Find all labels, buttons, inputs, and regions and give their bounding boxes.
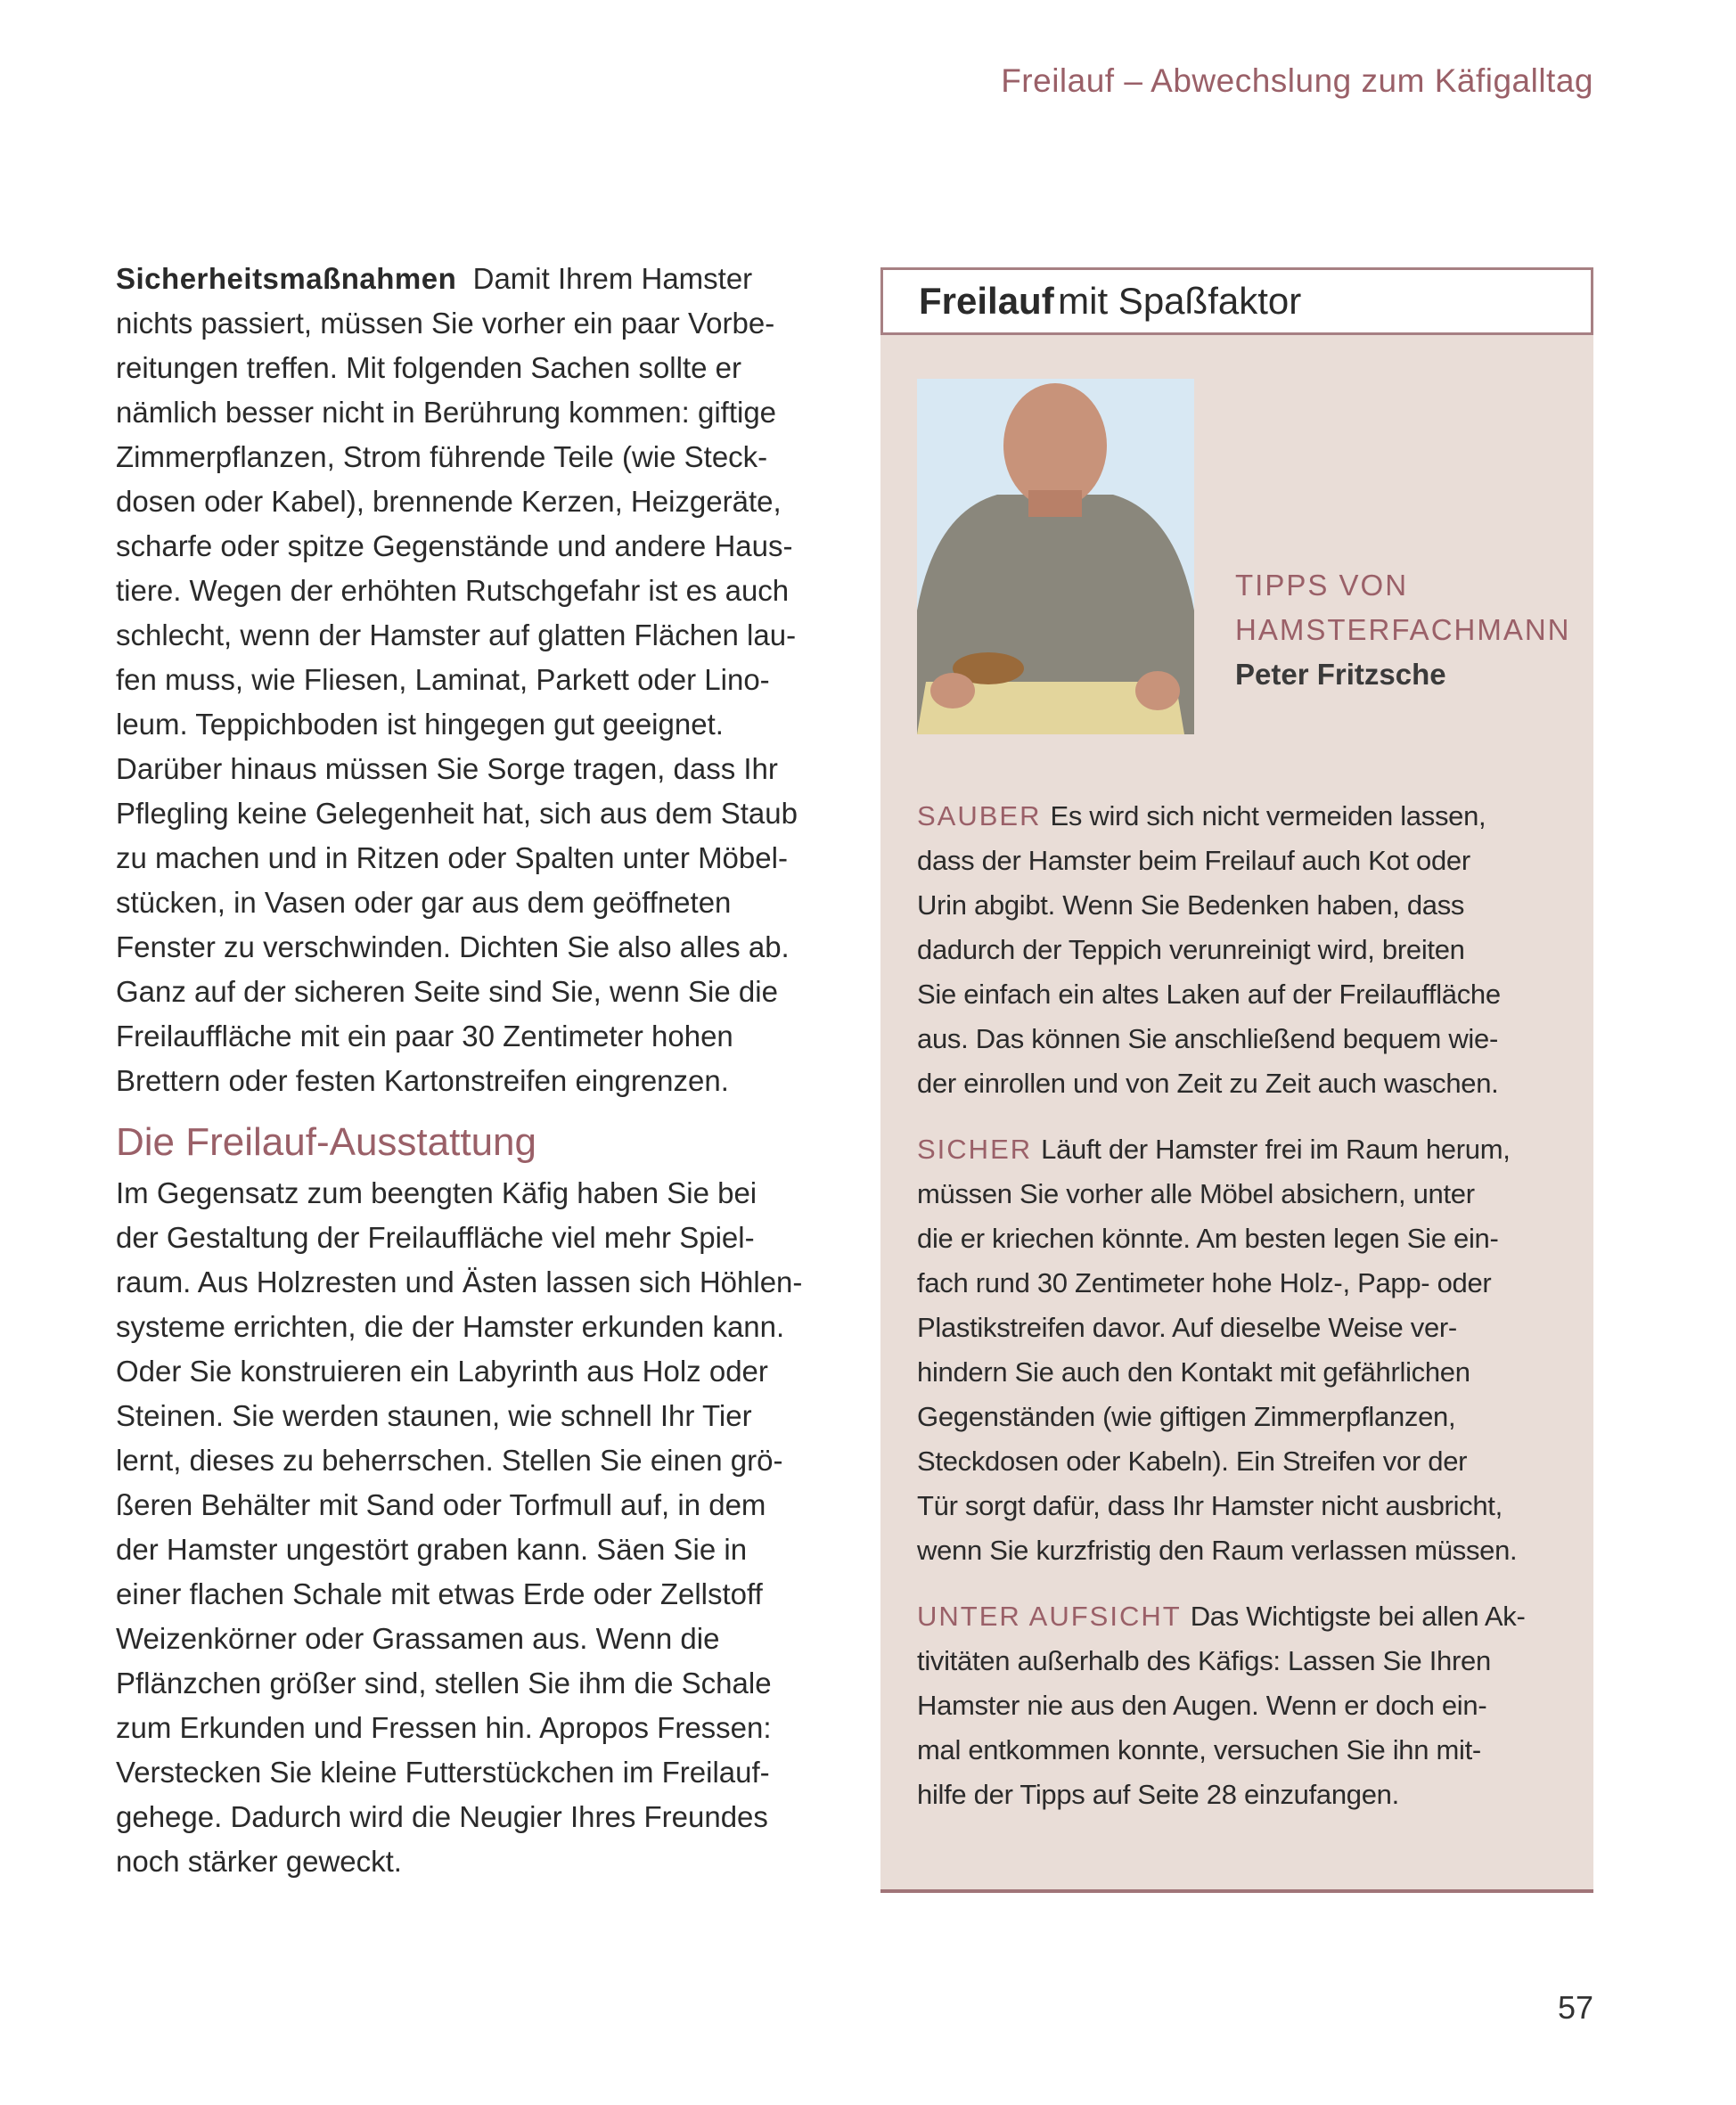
expert-credit: TIPPS VON HAMSTERFACHMANN Peter Fritzsche — [1235, 563, 1571, 697]
paragraph-line: scharfe oder spitze Gegenstände und andere Haus- — [116, 529, 793, 562]
paragraph-line: systeme errichten, die der Hamster erkunden kann. — [116, 1310, 785, 1343]
paragraph-line: einer flachen Schale mit etwas Erde oder Zellstoff — [116, 1577, 763, 1610]
paragraph-line: nämlich besser nicht in Berührung kommen: giftige — [116, 396, 777, 429]
paragraph-line: Sicherheitsmaßnahmen Damit Ihrem Hamster — [116, 262, 753, 295]
tip-line: fach rund 30 Zentimeter hohe Holz-, Papp- oder — [917, 1267, 1492, 1298]
tip-line: Plastikstreifen davor. Auf dieselbe Weise ver- — [917, 1312, 1457, 1343]
paragraph-line: fen muss, wie Fliesen, Laminat, Parkett oder Lino- — [116, 663, 770, 696]
paragraph-line: stücken, in Vasen oder gar aus dem geöffneten — [116, 886, 732, 919]
tip-line: aus. Das können Sie anschließend bequem wie- — [917, 1023, 1498, 1054]
tip-tag: SICHER — [917, 1134, 1033, 1165]
running-head: Freilauf – Abwechslung zum Käfigalltag — [1001, 62, 1593, 99]
paragraph-line: dosen oder Kabel), brennende Kerzen, Heizgeräte, — [116, 485, 782, 518]
tip-box — [880, 267, 1593, 1893]
paragraph-line: Zimmerpflanzen, Strom führende Teile (wie Steck- — [116, 440, 768, 473]
paragraph-line: Pflänzchen größer sind, stellen Sie ihm die Schale — [116, 1667, 772, 1700]
tip-line: Hamster nie aus den Augen. Wenn er doch ein- — [917, 1690, 1487, 1721]
paragraph-line: raum. Aus Holzresten und Ästen lassen sich Höhlen- — [116, 1265, 803, 1298]
paragraph-line: reitungen treffen. Mit folgenden Sachen sollte er — [116, 351, 742, 384]
paragraph-line: lernt, dieses zu beherrschen. Stellen Sie einen grö- — [116, 1444, 783, 1477]
paragraph-line: nichts passiert, müssen Sie vorher ein paar Vorbe- — [116, 307, 775, 340]
tip-line: wenn Sie kurzfristig den Raum verlassen müssen. — [917, 1535, 1518, 1566]
tip-line: Sie einfach ein altes Laken auf der Freilauffläche — [917, 979, 1501, 1010]
tip-box-header — [880, 267, 1593, 335]
paragraph-line: zum Erkunden und Fressen hin. Apropos Fressen: — [116, 1711, 772, 1744]
tip-line: die er kriechen könnte. Am besten legen Sie ein- — [917, 1223, 1499, 1254]
expert-photo — [917, 379, 1194, 734]
tip-tag: SAUBER — [917, 800, 1042, 831]
tip-line: UNTER AUFSICHT Das Wichtigste bei allen Ak- — [917, 1601, 1526, 1632]
paragraph-line: Im Gegensatz zum beengten Käfig haben Sie bei — [116, 1176, 757, 1209]
paragraph-line: Pflegling keine Gelegenheit hat, sich aus dem Staub — [116, 797, 798, 830]
tip-line: tivitäten außerhalb des Käfigs: Lassen Sie Ihren — [917, 1645, 1491, 1676]
page-number: 57 — [1557, 1989, 1593, 2026]
paragraph-line: Verstecken Sie kleine Futterstückchen im Freilauf- — [116, 1756, 770, 1789]
paragraph-safety — [116, 301, 847, 1103]
section-heading: Die Freilauf-Ausstattung — [116, 1120, 536, 1164]
paragraph-line: ßeren Behälter mit Sand oder Torfmull auf, in dem — [116, 1488, 766, 1521]
tip-line: SAUBER Es wird sich nicht vermeiden lassen, — [917, 800, 1486, 831]
paragraph-line: der Gestaltung der Freilauffläche viel mehr Spiel- — [116, 1221, 755, 1254]
tip-line: mal entkommen konnte, versuchen Sie ihn mit- — [917, 1734, 1481, 1765]
tip-item — [917, 794, 1576, 1106]
tip-item — [917, 1127, 1576, 1573]
paragraph-line: Freilauffläche mit ein paar 30 Zentimeter hohen — [116, 1020, 733, 1052]
paragraph-line: noch stärker geweckt. — [116, 1845, 402, 1878]
paragraph-line: Darüber hinaus müssen Sie Sorge tragen, dass Ihr — [116, 752, 778, 785]
paragraph-line: zu machen und in Ritzen oder Spalten unter Möbel- — [116, 841, 788, 874]
tip-line: dadurch der Teppich verunreinigt wird, breiten — [917, 934, 1465, 965]
paragraph-line: Oder Sie konstruieren ein Labyrinth aus Holz oder — [116, 1355, 768, 1388]
paragraph-line: Fenster zu verschwinden. Dichten Sie also alles ab. — [116, 930, 790, 963]
paragraph-line: Weizenkörner oder Grassamen aus. Wenn die — [116, 1622, 720, 1655]
expert-name: Peter Fritzsche — [1235, 658, 1446, 691]
tip-box-title-bold: Freilauf — [919, 280, 1054, 322]
tip-line: SICHER Läuft der Hamster frei im Raum herum, — [917, 1134, 1511, 1165]
tip-line: Urin abgibt. Wenn Sie Bedenken haben, dass — [917, 889, 1465, 921]
main-column — [116, 257, 847, 1884]
tip-tag: UNTER AUFSICHT — [917, 1601, 1182, 1632]
tip-line: Gegenständen (wie giftigen Zimmerpflanzen, — [917, 1401, 1456, 1432]
tip-line: Steckdosen oder Kabeln). Ein Streifen vor der — [917, 1446, 1468, 1477]
paragraph-equipment — [116, 1171, 847, 1884]
paragraph-line: Ganz auf der sicheren Seite sind Sie, wenn Sie die — [116, 975, 778, 1008]
paragraph-line: Brettern oder festen Kartonstreifen eingrenzen. — [116, 1064, 729, 1097]
tip-line: hilfe der Tipps auf Seite 28 einzufangen. — [917, 1779, 1399, 1810]
paragraph-line: schlecht, wenn der Hamster auf glatten Flächen lau- — [116, 618, 797, 651]
tip-line: müssen Sie vorher alle Möbel absichern, unter — [917, 1178, 1475, 1209]
tip-item — [917, 1594, 1576, 1817]
tip-line: hindern Sie auch den Kontakt mit gefährlichen — [917, 1356, 1470, 1388]
tip-line: Tür sorgt dafür, dass Ihr Hamster nicht ausbricht, — [917, 1490, 1503, 1521]
tip-line: dass der Hamster beim Freilauf auch Kot oder — [917, 845, 1470, 876]
tip-box-title: mit Spaßfaktor — [1058, 280, 1302, 322]
paragraph-line: tiere. Wegen der erhöhten Rutschgefahr ist es auch — [116, 574, 790, 607]
tip-line: der einrollen und von Zeit zu Zeit auch waschen. — [917, 1068, 1499, 1099]
paragraph-line: Steinen. Sie werden staunen, wie schnell Ihr Tier — [116, 1399, 752, 1432]
paragraph-line: leum. Teppichboden ist hingegen gut geeignet. — [116, 708, 724, 741]
paragraph-line: gehege. Dadurch wird die Neugier Ihres Freundes — [116, 1800, 768, 1833]
paragraph-line: der Hamster ungestört graben kann. Säen Sie in — [116, 1533, 748, 1566]
tips-list — [917, 794, 1576, 1839]
lead-in: Sicherheitsmaßnahmen — [116, 262, 457, 295]
